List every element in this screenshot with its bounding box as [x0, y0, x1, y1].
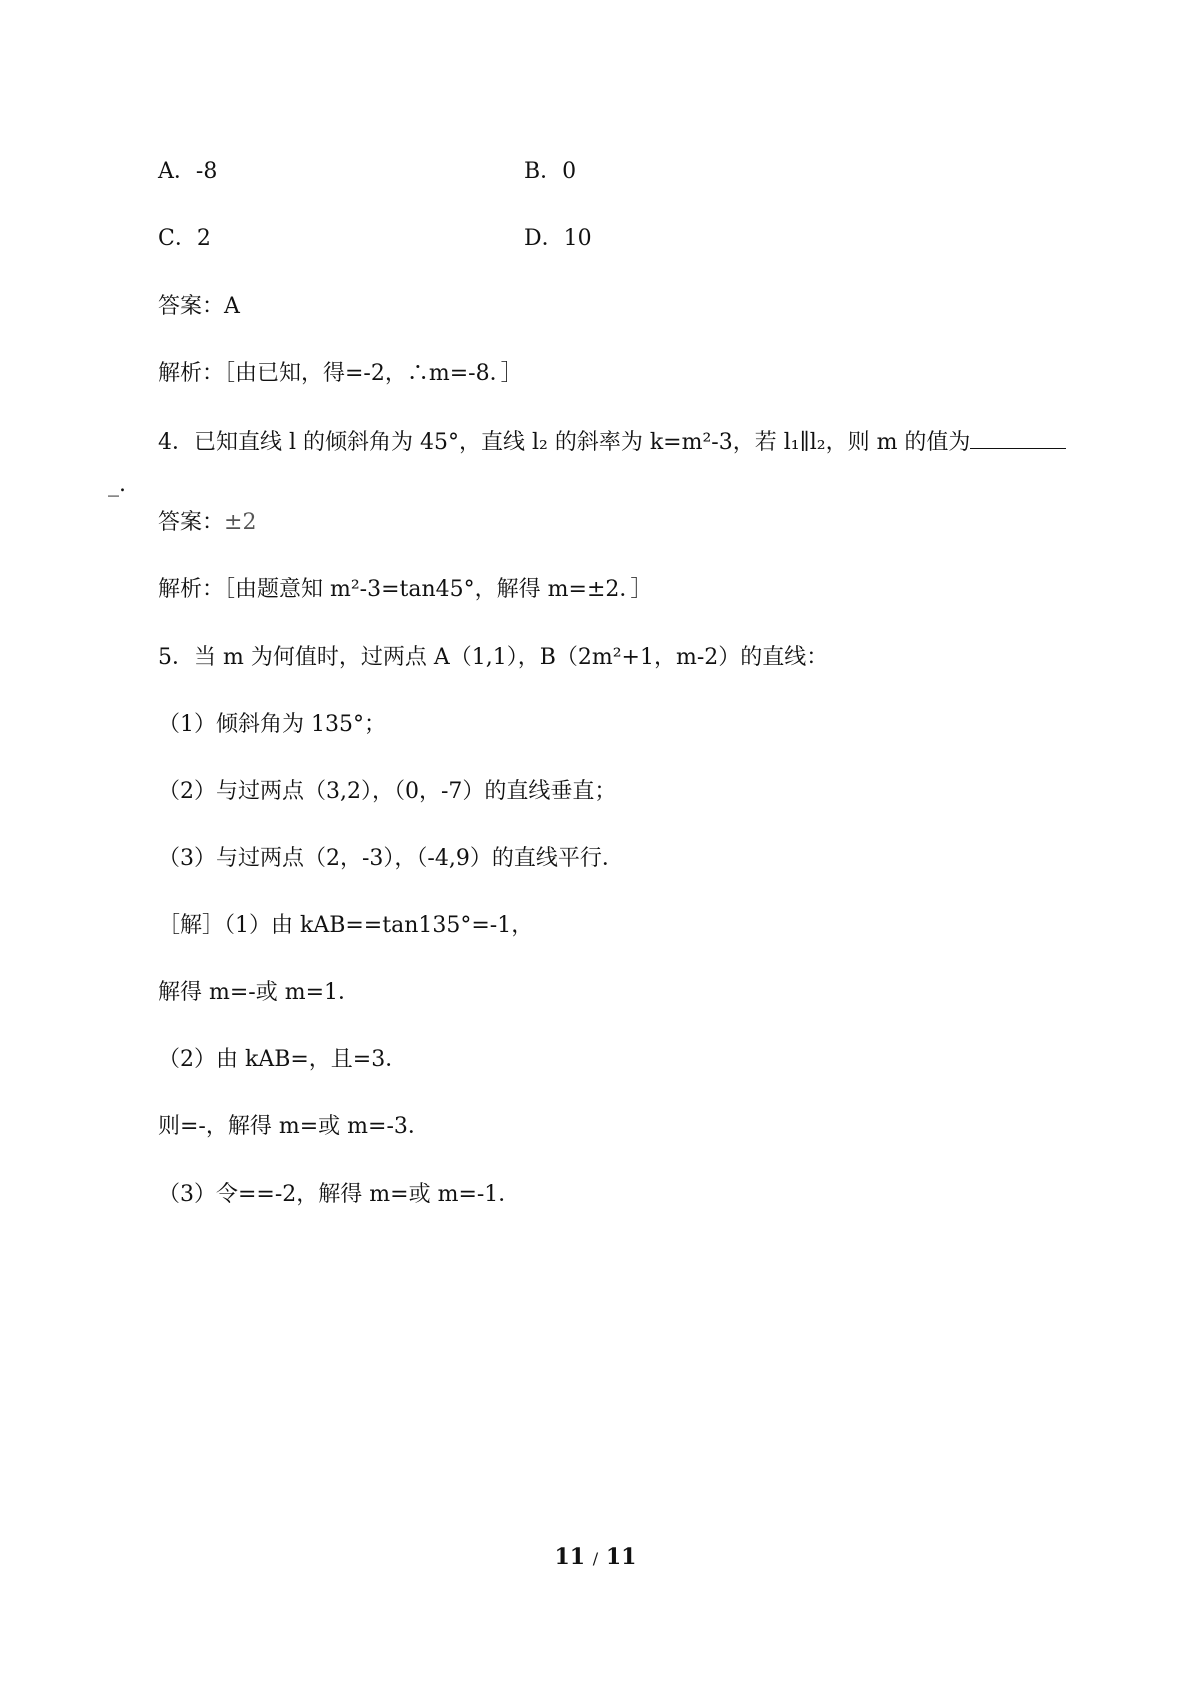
q4-stem: [158, 426, 1066, 458]
q4-answer-label: 答案：: [158, 510, 225, 535]
option-c: C．2: [158, 226, 211, 251]
page-total: 11: [605, 1544, 637, 1570]
page-separator: /: [592, 1549, 599, 1568]
q5-stem: 5．当 m 为何值时，过两点 A（1,1），B（2m²+1，m-2）的直线：: [158, 645, 829, 670]
q4-stem-tail: _.: [108, 472, 126, 497]
q5-solution-2b: 则=-，解得 m=或 m=-3．: [158, 1114, 430, 1139]
q4-answer-value: ±2: [224, 510, 257, 535]
q4-analysis: 解析：［由题意知 m²-3=tan45°，解得 m=±2．］: [158, 577, 653, 602]
q5-solution-1b: 解得 m=-或 m=1．: [158, 980, 361, 1005]
page-current: 11: [554, 1544, 586, 1570]
option-d: D．10: [524, 226, 592, 251]
q3-analysis: 解析：［由已知，得=-2，∴m=-8．］: [158, 361, 523, 386]
q3-answer: 答案：A: [158, 294, 240, 319]
q4-answer: [158, 508, 256, 538]
answer-blank: [970, 426, 1066, 449]
page-number: [0, 1542, 1191, 1574]
q5-solution-3: （3）令==-2，解得 m=或 m=-1．: [158, 1182, 521, 1207]
option-b: B．0: [524, 159, 577, 184]
q5-solution-1a: ［解］（1）由 kAB==tan135°=-1，: [158, 913, 534, 938]
option-a: A．-8: [158, 159, 218, 184]
q4-stem-text: 4．已知直线 l 的倾斜角为 45°，直线 l₂ 的斜率为 k=m²-3，若 l₁∥l₂，则 m 的值为: [158, 430, 971, 455]
q5-sub2: （2）与过两点（3,2），（0，-7）的直线垂直；: [158, 779, 617, 804]
q5-solution-2a: （2）由 kAB=，且=3．: [158, 1047, 408, 1072]
q5-sub1: （1）倾斜角为 135°；: [158, 712, 386, 737]
q5-sub3: （3）与过两点（2，-3），（-4,9）的直线平行．: [158, 846, 624, 871]
